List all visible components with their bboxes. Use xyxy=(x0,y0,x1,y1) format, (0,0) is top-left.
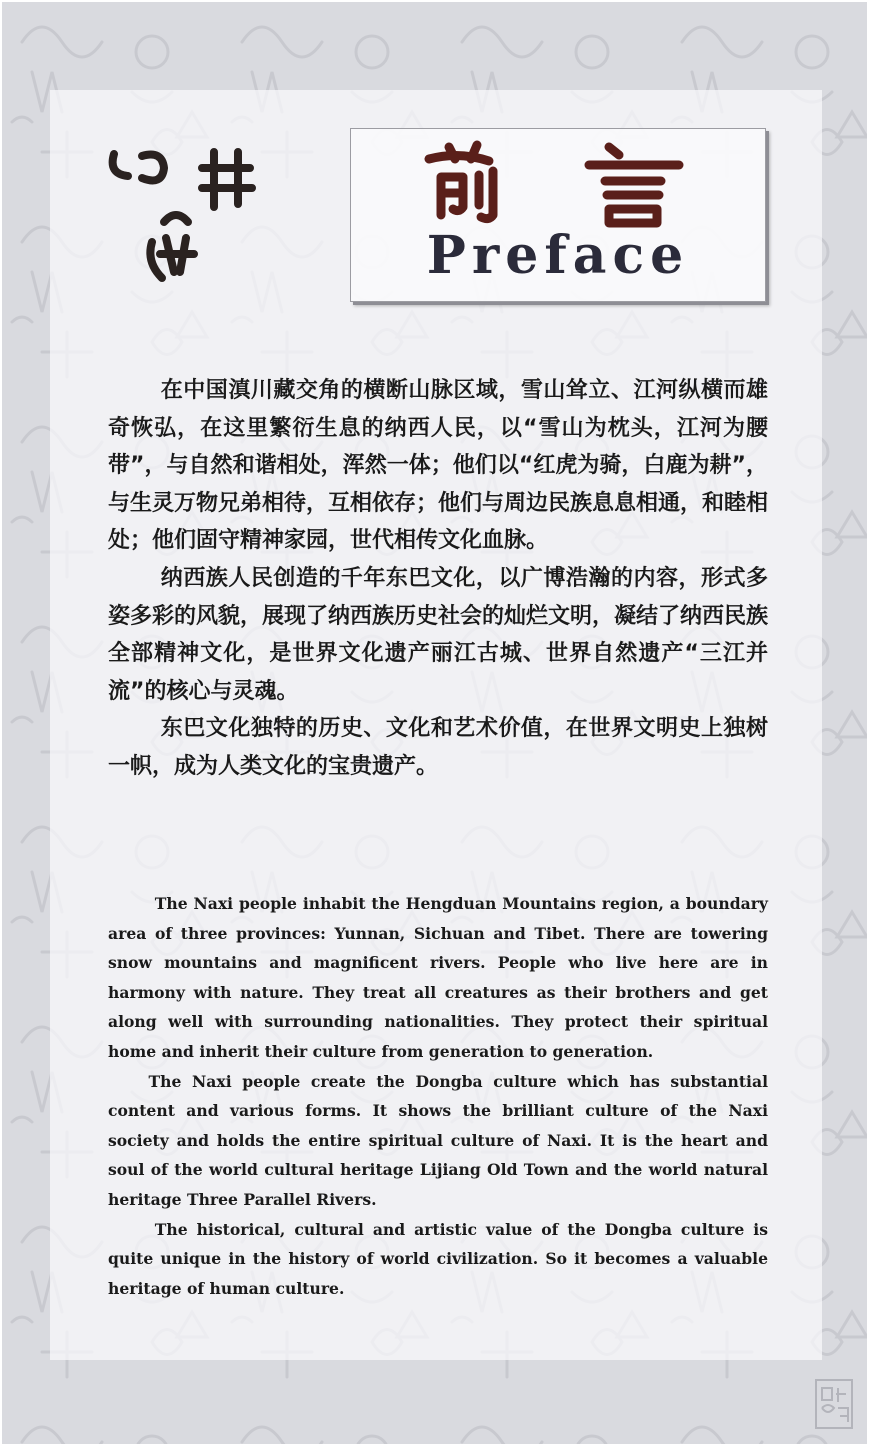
preface-page xyxy=(2,2,867,1444)
dongba-glyph-logo xyxy=(102,142,262,282)
title-calligraphy xyxy=(419,137,699,229)
chinese-paragraph-3: 东巴文化独特的历史、文化和艺术价值，在世界文明史上独树一帜，成为人类文化的宝贵遗产。 xyxy=(108,716,768,779)
preface-chinese xyxy=(108,372,768,786)
preface-english xyxy=(108,889,768,1303)
english-paragraph-3: The historical, cultural and artistic value of the Dongba culture is quite unique in the history of world civilization. So it becomes a valuable heritage of human culture. xyxy=(108,1219,768,1298)
page-title: Preface xyxy=(426,225,690,286)
seal-stamp-icon xyxy=(814,1378,854,1430)
english-paragraph-2: The Naxi people create the Dongba culture which has substantial content and various forms. It shows the brilliant culture of the Naxi society and holds the entire spiritual culture of Naxi. It is the heart and soul of the world cultural heritage Lijiang Old Town and the world natural heritage Three Parallel Rivers. xyxy=(108,1071,768,1209)
english-paragraph-1: The Naxi people inhabit the Hengduan Mountains region, a boundary area of three provinces: Yunnan, Sichuan and Tibet. There are towering snow mountains and magnificent rivers. People who live here are in harmony with nature. They treat all creatures as their brothers and get along well with surrounding nationalities. They protect their spiritual home and inherit their culture from generation to generation. xyxy=(108,894,768,1061)
chinese-paragraph-2: 纳西族人民创造的千年东巴文化，以广博浩瀚的内容，形式多姿多彩的风貌，展现了纳西族历史社会的灿烂文明，凝结了纳西民族全部精神文化，是世界文化遗产丽江古城、世界自然遗产“三江并流”的核心与灵魂。 xyxy=(108,565,769,704)
title-box xyxy=(350,128,766,302)
chinese-paragraph-1: 在中国滇川藏交角的横断山脉区域，雪山耸立、江河纵横而雄奇恢弘，在这里繁衍生息的纳西人民，以“雪山为枕头，江河为腰带”，与自然和谐相处，浑然一体；他们以“红虎为骑，白鹿为耕”，与生灵万物兄弟相待，互相依存；他们与周边民族息息相通，和睦相处；他们固守精神家园，世代相传文化血脉。 xyxy=(108,378,769,554)
